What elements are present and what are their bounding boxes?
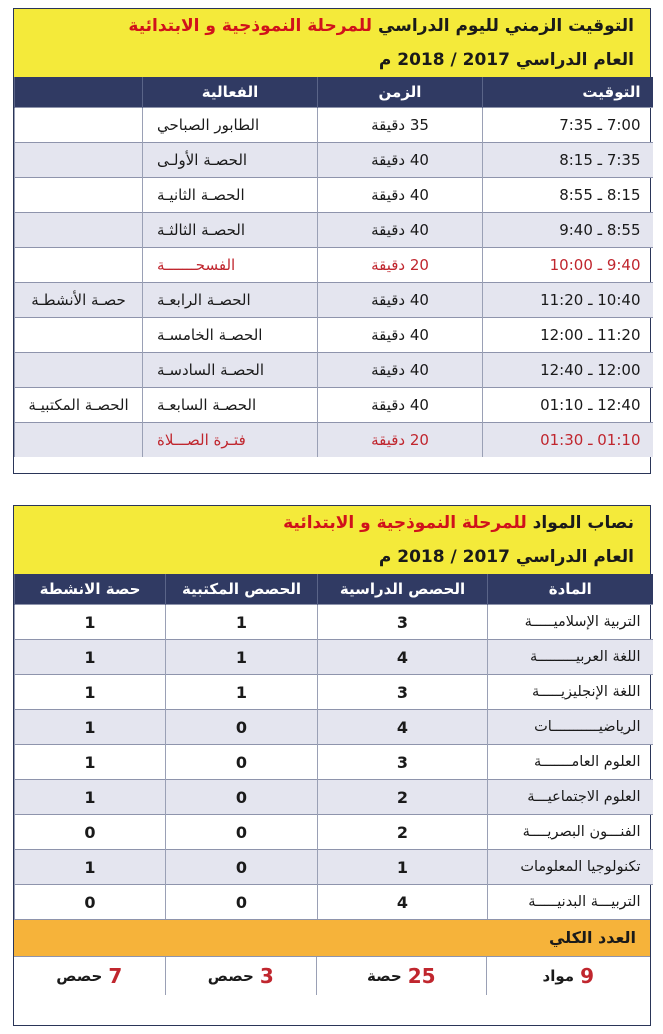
total-activity-count: 7	[108, 964, 123, 988]
activity-cell: الحصـة الأولـى	[143, 143, 318, 178]
duration-cell: 35 دقيقة	[318, 108, 483, 143]
library-periods-cell: 1	[166, 640, 318, 675]
duration-cell: 20 دقيقة	[318, 248, 483, 283]
subjects-year: العام الدراسي 2017 / 2018 م	[378, 547, 634, 567]
duration-cell: 40 دقيقة	[318, 213, 483, 248]
activity-period-cell: 0	[15, 885, 166, 920]
time-cell: 8:15 ـ 8:55	[483, 178, 653, 213]
class-periods-cell: 4	[318, 640, 488, 675]
table-row	[15, 605, 653, 640]
schedule-table	[14, 77, 653, 457]
table-row	[15, 213, 653, 248]
subjects-header	[14, 506, 650, 574]
subjects-header-row	[15, 574, 653, 605]
subjects-title-part1: نصاب المواد	[532, 513, 634, 533]
activity-period-cell: 1	[15, 675, 166, 710]
table-row	[15, 143, 653, 178]
activity-period-cell: 0	[15, 815, 166, 850]
time-cell: 9:40 ـ 10:00	[483, 248, 653, 283]
class-periods-cell: 4	[318, 885, 488, 920]
subjects-table	[14, 574, 653, 919]
activity-period-cell: 1	[15, 640, 166, 675]
time-cell: 8:55 ـ 9:40	[483, 213, 653, 248]
total-library-count: 3	[259, 964, 274, 988]
subjects-panel	[13, 505, 651, 1026]
extra-cell	[15, 353, 143, 388]
table-row	[15, 640, 653, 675]
total-library-unit: حصص	[207, 967, 254, 985]
col-header-time: التوقيت	[483, 77, 653, 108]
subject-cell: العلوم الاجتماعيـــة	[488, 780, 653, 815]
library-periods-cell: 0	[166, 850, 318, 885]
subject-cell: الفنـــون البصريــــة	[488, 815, 653, 850]
activity-period-cell: 1	[15, 605, 166, 640]
table-row	[15, 850, 653, 885]
activity-cell: الطابور الصباحي	[143, 108, 318, 143]
library-periods-cell: 0	[166, 710, 318, 745]
col-header-class-periods: الحصص الدراسية	[318, 574, 488, 605]
time-cell: 12:00 ـ 12:40	[483, 353, 653, 388]
col-header-library-periods: الحصص المكتبية	[166, 574, 318, 605]
activity-period-cell: 1	[15, 745, 166, 780]
table-row	[15, 815, 653, 850]
col-header-activity-period: حصة الانشطة	[15, 574, 166, 605]
activity-cell: فتـرة الصـــلاة	[143, 423, 318, 458]
total-library-periods	[165, 957, 317, 995]
table-row	[15, 318, 653, 353]
total-subjects-count: 9	[580, 964, 594, 988]
activity-cell: الحصـة السابعـة	[143, 388, 318, 423]
time-cell: 11:20 ـ 12:00	[483, 318, 653, 353]
class-periods-cell: 3	[318, 605, 488, 640]
library-periods-cell: 1	[166, 675, 318, 710]
extra-cell	[15, 423, 143, 458]
library-periods-cell: 0	[166, 885, 318, 920]
duration-cell: 40 دقيقة	[318, 178, 483, 213]
total-class-periods	[316, 957, 485, 995]
table-row	[15, 178, 653, 213]
activity-cell: الفسحـــــــة	[143, 248, 318, 283]
table-row	[15, 353, 653, 388]
extra-cell: الحصـة المكتبيـة	[15, 388, 143, 423]
subject-cell: اللغة الإنجليزيـــــة	[488, 675, 653, 710]
total-class-unit: حصة	[367, 967, 402, 985]
col-header-extra	[15, 77, 143, 108]
table-row	[15, 885, 653, 920]
col-header-subject: المادة	[488, 574, 653, 605]
class-periods-cell: 3	[318, 675, 488, 710]
subject-cell: تكنولوجيا المعلومات	[488, 850, 653, 885]
duration-cell: 40 دقيقة	[318, 353, 483, 388]
extra-cell: حصـة الأنشطـة	[15, 283, 143, 318]
table-row	[15, 423, 653, 458]
subjects-title-part2: للمرحلة النموذجية و الابتدائية	[283, 513, 527, 533]
activity-cell: الحصـة الثانيـة	[143, 178, 318, 213]
table-row	[15, 248, 653, 283]
library-periods-cell: 0	[166, 780, 318, 815]
col-header-activity: الفعالية	[143, 77, 318, 108]
total-class-count: 25	[407, 964, 436, 988]
total-activity-unit: حصص	[56, 967, 103, 985]
subject-cell: اللغة العربيـــــــــة	[488, 640, 653, 675]
subject-cell: العلوم العامـــــــة	[488, 745, 653, 780]
time-cell: 10:40 ـ 11:20	[483, 283, 653, 318]
activity-period-cell: 1	[15, 780, 166, 815]
table-row	[15, 108, 653, 143]
class-periods-cell: 3	[318, 745, 488, 780]
schedule-year: العام الدراسي 2017 / 2018 م	[378, 50, 634, 70]
duration-cell: 40 دقيقة	[318, 283, 483, 318]
table-row	[15, 780, 653, 815]
total-subjects-unit: مواد	[542, 967, 575, 985]
activity-cell: الحصـة الثالثـة	[143, 213, 318, 248]
time-cell: 01:10 ـ 01:30	[483, 423, 653, 458]
library-periods-cell: 1	[166, 605, 318, 640]
total-subjects	[486, 957, 650, 995]
library-periods-cell: 0	[166, 745, 318, 780]
col-header-duration: الزمن	[318, 77, 483, 108]
total-activity-periods	[14, 957, 165, 995]
subject-cell: التربية الإسلاميـــــة	[488, 605, 653, 640]
subject-cell: الرياضيـــــــــــات	[488, 710, 653, 745]
duration-cell: 40 دقيقة	[318, 388, 483, 423]
duration-cell: 40 دقيقة	[318, 318, 483, 353]
extra-cell	[15, 213, 143, 248]
table-row	[15, 710, 653, 745]
duration-cell: 20 دقيقة	[318, 423, 483, 458]
class-periods-cell: 2	[318, 780, 488, 815]
schedule-title-part2: للمرحلة النموذجية و الابتدائية	[128, 16, 373, 36]
duration-cell: 40 دقيقة	[318, 143, 483, 178]
extra-cell	[15, 108, 143, 143]
extra-cell	[15, 178, 143, 213]
time-cell: 7:35 ـ 8:15	[483, 143, 653, 178]
extra-cell	[15, 143, 143, 178]
schedule-header	[14, 9, 650, 77]
schedule-title-part1: التوقيت الزمني لليوم الدراسي	[377, 16, 634, 36]
subject-cell: التربيـــة البدنيـــــة	[488, 885, 653, 920]
library-periods-cell: 0	[166, 815, 318, 850]
time-cell: 12:40 ـ 01:10	[483, 388, 653, 423]
table-row	[15, 745, 653, 780]
extra-cell	[15, 318, 143, 353]
class-periods-cell: 4	[318, 710, 488, 745]
table-row	[15, 675, 653, 710]
schedule-panel	[13, 8, 651, 474]
activity-cell: الحصـة الرابعـة	[143, 283, 318, 318]
class-periods-cell: 1	[318, 850, 488, 885]
totals-row	[14, 956, 650, 995]
activity-period-cell: 1	[15, 710, 166, 745]
total-label: العدد الكلي	[14, 919, 650, 956]
activity-period-cell: 1	[15, 850, 166, 885]
activity-cell: الحصـة السادسـة	[143, 353, 318, 388]
schedule-title	[30, 9, 634, 43]
table-row	[15, 283, 653, 318]
time-cell: 7:00 ـ 7:35	[483, 108, 653, 143]
subjects-title	[30, 506, 634, 540]
activity-cell: الحصـة الخامسـة	[143, 318, 318, 353]
table-row	[15, 388, 653, 423]
class-periods-cell: 2	[318, 815, 488, 850]
extra-cell	[15, 248, 143, 283]
schedule-header-row	[15, 77, 653, 108]
